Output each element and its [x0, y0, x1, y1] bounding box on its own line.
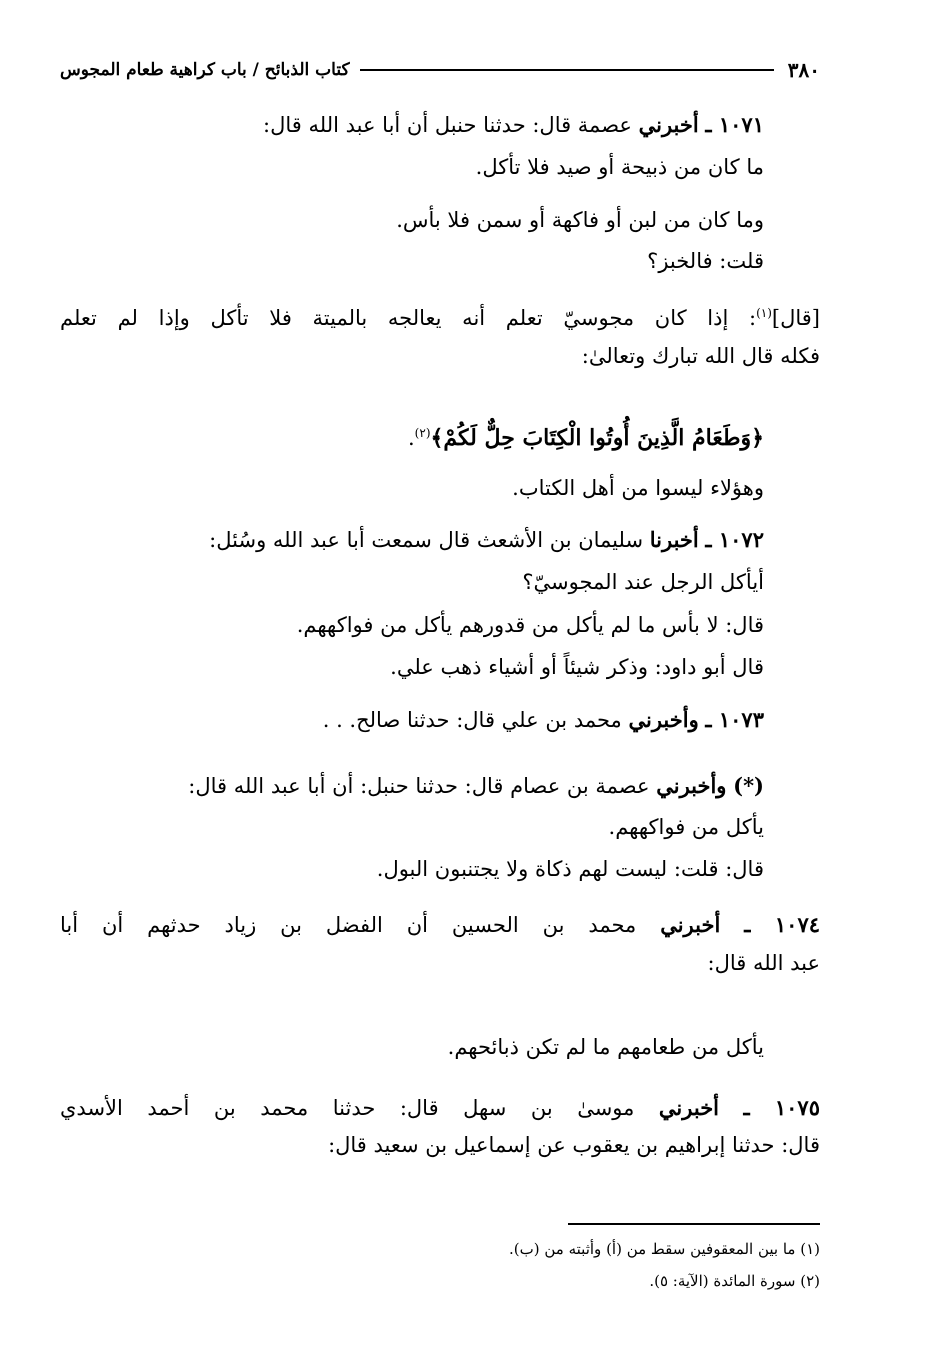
narration-lead: أخبرنا — [649, 527, 699, 552]
hadith-1071-line-5: [قال]$^{(١)}$: إذا كان مجوسيّ تعلم أنه يعالجه بالميتة فلا تأكل وإذا لم تعلم — [60, 306, 820, 330]
hadith-number: ١٠٧٣ ـ — [705, 707, 764, 732]
narration-lead: وأخبرني — [656, 773, 727, 798]
footnote-ref-2: (٢) — [414, 426, 431, 440]
footnote-2: (٢) سورة المائدة (الآية: ٥). — [649, 1272, 820, 1290]
hadith-star-line-1: (*) وأخبرني عصمة بن عصام قال: حدثنا حنبل: أن أبا عبد الله قال: — [188, 773, 764, 798]
hadith-1073-line-1: ١٠٧٣ ـ وأخبرني محمد بن علي قال: حدثنا صالح. . . — [322, 707, 764, 732]
hadith-1072-line-2: أيأكل الرجل عند المجوسيّ؟ — [522, 570, 764, 594]
hadith-1071-line-8: وهؤلاء ليسوا من أهل الكتاب. — [512, 476, 764, 500]
hadith-star-line-2: يأكل من فواكههم. — [608, 815, 764, 839]
hadith-1071-line-2: ما كان من ذبيحة أو صيد فلا تأكل. — [475, 155, 764, 179]
narration-lead: أخبرني — [660, 912, 721, 937]
running-header — [60, 55, 820, 85]
narration-lead: وأخبرني — [628, 707, 699, 732]
hadith-1075-line-2: قال: حدثنا إبراهيم بن يعقوب عن إسماعيل بن سعيد قال: — [328, 1133, 820, 1157]
hadith-star-line-3: قال: قلت: ليست لهم ذكاة ولا يجتنبون البول. — [376, 857, 764, 881]
footnote-1: (١) ما بين المعقوفين سقط من (أ) وأثبته من (ب). — [509, 1240, 820, 1258]
hadith-1071-line-4: قلت: فالخبز؟ — [647, 249, 764, 273]
hadith-1072-line-4: قال أبو داود: وذكر شيئاً أو أشياء ذهب علي. — [390, 655, 764, 679]
narration-lead: أخبرني — [658, 1095, 720, 1120]
narration-lead: أخبرني — [638, 112, 699, 137]
hadith-1071-line-6: فكله قال الله تبارك وتعالىٰ: — [581, 344, 820, 368]
hadith-1074-line-3: يأكل من طعامهم ما لم تكن ذبائحهم. — [447, 1035, 764, 1059]
page-number: ٣٨٠ — [787, 58, 820, 82]
hadith-number: ١٠٧٢ ـ — [705, 527, 764, 552]
hadith-1075-line-1: ١٠٧٥ ـ أخبرني موسىٰ بن سهل قال: حدثنا محمد بن أحمد الأسدي — [60, 1095, 820, 1120]
hadith-number: ١٠٧١ ـ — [705, 112, 764, 137]
hadith-number: ١٠٧٥ ـ — [743, 1095, 820, 1120]
hadith-1071-line-3: وما كان من لبن أو فاكهة أو سمن فلا بأس. — [396, 208, 764, 232]
chapter-title: كتاب الذبائح / باب كراهية طعام المجوس — [60, 60, 350, 80]
book-page — [60, 55, 820, 1325]
hadith-1072-line-1: ١٠٧٢ ـ أخبرنا سليمان بن الأشعث قال سمعت أبا عبد الله وسُئل: — [209, 527, 764, 552]
footnote-ref-1: (١) — [756, 306, 772, 320]
hadith-number: ١٠٧٤ ـ — [744, 912, 821, 937]
hadith-1074-line-2: عبد الله قال: — [707, 951, 820, 975]
star-marker: (*) — [733, 773, 764, 798]
quran-verse: ﴿وَطَعَامُ الَّذِينَ أُوتُوا الْكِتَابَ حِلٌّ لَكُمْ﴾$^{(٢)}$. — [407, 425, 764, 451]
header-rule — [360, 69, 774, 71]
hadith-1074-line-1: ١٠٧٤ ـ أخبرني محمد بن الحسين أن الفضل بن زياد حدثهم أن أبا — [60, 912, 821, 937]
footnote-separator — [568, 1223, 820, 1225]
hadith-1072-line-3: قال: لا بأس ما لم يأكل من قدورهم يأكل من فواكههم. — [296, 613, 764, 637]
hadith-1071-line-1: ١٠٧١ ـ أخبرني عصمة قال: حدثنا حنبل أن أبا عبد الله قال: — [263, 112, 764, 137]
